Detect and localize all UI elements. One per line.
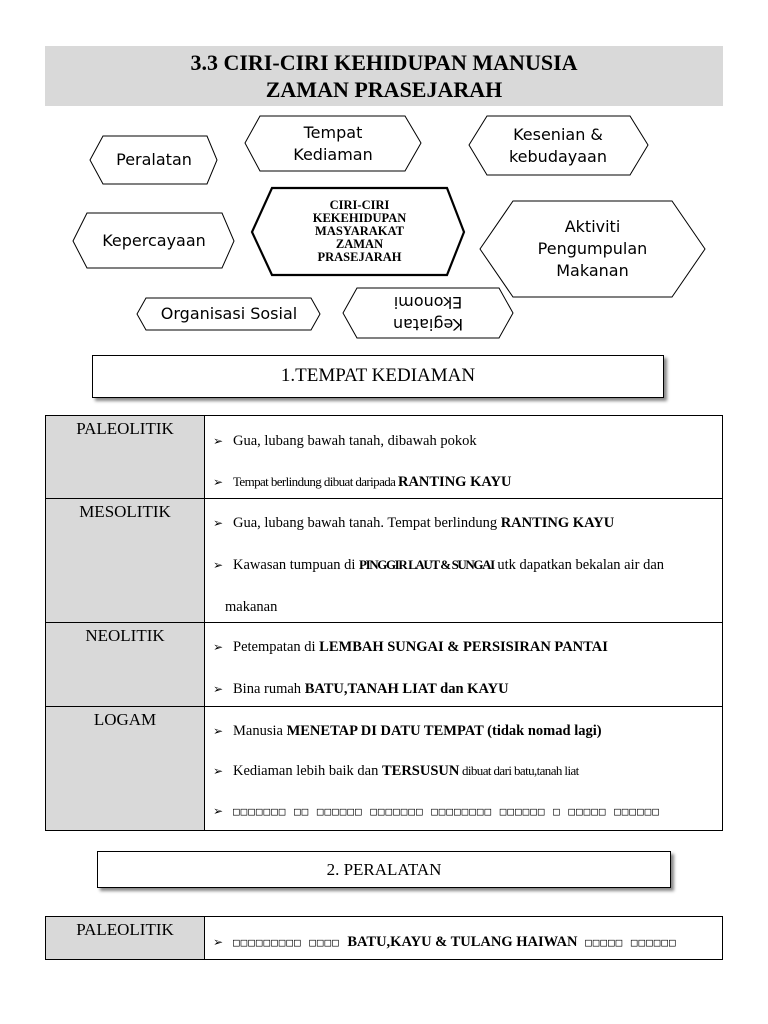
- point-text: Gua, lubang bawah tanah, dibawah pokok: [233, 433, 477, 449]
- era-points: [205, 917, 723, 960]
- point-text: Petempatan di: [233, 639, 320, 655]
- arrowhead-bullet-icon: ➢: [213, 804, 224, 818]
- era-name: NEOLITIK: [46, 623, 205, 707]
- label-center: [272, 188, 447, 275]
- center-line-1: CIRI-CIRI: [329, 198, 390, 212]
- arrowhead-bullet-icon: ➢: [213, 434, 224, 448]
- table-row: [46, 623, 723, 707]
- center-line-4: ZAMAN: [335, 237, 384, 251]
- point-text: □□□□□□□ □□ □□□□□□ □□□□□□□ □□□□□□□□ □□□□□□ □ □□□□□ □□□□□□: [233, 805, 660, 818]
- arrowhead-bullet-icon: ➢: [213, 516, 224, 530]
- arrowhead-bullet-icon: ➢: [213, 724, 224, 738]
- point-text: □□□□□□□□□ □□□□: [233, 936, 348, 949]
- arrowhead-bullet-icon: ➢: [213, 475, 224, 489]
- point-text: Kediaman lebih baik dan: [233, 763, 382, 779]
- label-tempat-kediaman: Tempat Kediaman: [293, 122, 373, 164]
- section-heading-peralatan: 2. PERALATAN: [97, 851, 671, 888]
- list-item: [213, 932, 718, 953]
- point-text-after: utk dapatkan bekalan air dan: [493, 557, 665, 573]
- arrowhead-bullet-icon: ➢: [213, 764, 224, 778]
- list-item: [213, 431, 718, 451]
- arrowhead-bullet-icon: ➢: [213, 935, 224, 949]
- center-line-2: KEKEHIDUPAN: [312, 211, 407, 225]
- point-bold: RANTING KAYU: [397, 474, 512, 490]
- point-bold: LEMBAH SUNGAI & PERSISIRAN PANTAI: [319, 639, 608, 655]
- point-text-after: □□□□□ □□□□□□: [577, 936, 677, 949]
- table-row: [46, 707, 723, 831]
- center-line-5: PRASEJARAH: [317, 250, 402, 264]
- list-item: [213, 472, 718, 492]
- era-name: MESOLITIK: [46, 499, 205, 623]
- label-aktiviti: Aktiviti Pengumpulan Makanan: [537, 217, 648, 280]
- point-bold: RANTING KAYU: [500, 515, 615, 531]
- list-item-continuation: [225, 597, 718, 617]
- era-points: [205, 707, 723, 831]
- table-row: [46, 917, 723, 960]
- point-text: Tempat berlindung dibuat daripada: [233, 474, 398, 489]
- point-text: Bina rumah: [233, 681, 305, 697]
- point-bold: BATU,TANAH LIAT dan KAYU: [304, 681, 509, 697]
- list-item: [213, 721, 718, 741]
- center-line-3: MASYARAKAT: [315, 224, 404, 238]
- table-row: [46, 416, 723, 499]
- point-bold-after: (tidak nomad lagi): [483, 723, 602, 739]
- era-name: LOGAM: [46, 707, 205, 831]
- arrowhead-bullet-icon: ➢: [213, 640, 224, 654]
- label-kegiatan: Kegiatan Ekonomi: [392, 293, 464, 334]
- era-points: [205, 499, 723, 623]
- list-item: [213, 555, 718, 575]
- label-organisasi: Organisasi Sosial: [160, 304, 298, 323]
- peralatan-table: [45, 916, 723, 960]
- point-text: Manusia: [233, 723, 287, 739]
- list-item: [213, 637, 718, 657]
- label-kesenian: Kesenian & kebudayaan: [508, 124, 607, 166]
- point-bold: PINGGIR LAUT & SUNGAI: [359, 557, 494, 572]
- point-text: Gua, lubang bawah tanah. Tempat berlindung: [233, 515, 501, 531]
- era-name: PALEOLITIK: [46, 416, 205, 499]
- point-text: Kawasan tumpuan di: [233, 557, 360, 573]
- point-text: makanan: [225, 599, 278, 615]
- list-item: [213, 801, 718, 822]
- list-item: [213, 761, 718, 781]
- arrowhead-bullet-icon: ➢: [213, 558, 224, 572]
- label-peralatan: Peralatan: [116, 150, 192, 169]
- point-text-after: dibuat dari batu,tanah liat: [459, 763, 579, 778]
- era-points: [205, 623, 723, 707]
- arrowhead-bullet-icon: ➢: [213, 682, 224, 696]
- point-bold: TERSUSUN: [381, 763, 460, 779]
- title-line-2: ZAMAN PRASEJARAH: [265, 77, 503, 102]
- point-bold: MENETAP DI DATU TEMPAT: [286, 723, 484, 739]
- tempat-kediaman-table: [45, 415, 723, 831]
- era-name: PALEOLITIK: [46, 917, 205, 960]
- point-bold: BATU,KAYU & TULANG HAIWAN: [347, 934, 578, 950]
- table-row: [46, 499, 723, 623]
- title-line-1: 3.3 CIRI-CIRI KEHIDUPAN MANUSIA: [190, 50, 578, 75]
- era-points: [205, 416, 723, 499]
- label-kepercayaan: Kepercayaan: [102, 230, 206, 250]
- list-item: [213, 679, 718, 699]
- list-item: [213, 513, 718, 533]
- section-heading-tempat-kediaman: 1.TEMPAT KEDIAMAN: [92, 355, 664, 398]
